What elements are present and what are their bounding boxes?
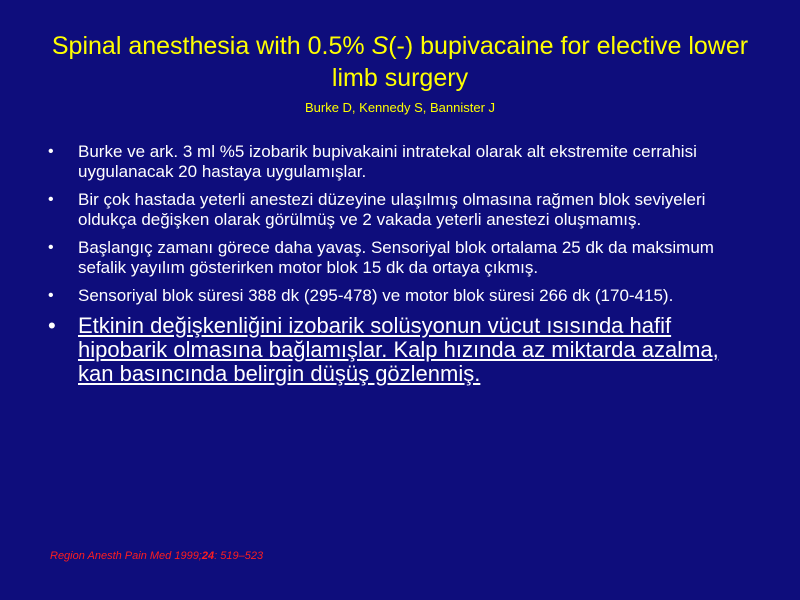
citation-journal: Region Anesth Pain Med 1999; — [50, 550, 202, 562]
title-text-part2: (-) bupivacaine for elective lower limb surgery — [331, 32, 749, 92]
bullet-dot-icon: • — [48, 287, 54, 304]
bullet-item-1 — [48, 142, 748, 182]
bullet-text-3: Başlangıç zamanı görece daha yavaş. Sensoriyal blok ortalama 25 dk da maksimum sefalik yayılım gösterirken motor blok 15 dk da ortaya çıkmış. — [78, 238, 714, 277]
bullet-item-2 — [48, 190, 748, 230]
slide-title — [40, 30, 760, 94]
title-italic-s: S — [371, 32, 389, 60]
bullet-item-5 — [48, 314, 748, 386]
bullet-text-5: Etkinin değişkenliğini izobarik solüsyonun vücut ısısında hafif hipobarik olmasına bağlamışlar. Kalp hızında az miktarda azalma, kan basıncında belirgin düşüş gözlenmiş. — [78, 313, 719, 386]
bullet-list — [48, 142, 748, 394]
bullet-dot-icon: • — [48, 143, 54, 160]
bullet-text-4: Sensoriyal blok süresi 388 dk (295-478) ve motor blok süresi 266 dk (170-415). — [78, 286, 674, 305]
bullet-dot-icon: • — [48, 313, 56, 338]
citation-volume: 24 — [201, 550, 215, 562]
title-text-part1: Spinal anesthesia with 0.5% — [51, 32, 372, 60]
bullet-dot-icon: • — [48, 191, 54, 208]
bullet-item-4 — [48, 286, 748, 306]
bullet-item-3 — [48, 238, 748, 278]
bullet-text-2: Bir çok hastada yeterli anestezi düzeyine ulaşılmış olmasına rağmen blok seviyeleri oldukça değişken olarak görülmüş ve 2 vakada yeterli anestezi oluşmamış. — [78, 190, 706, 229]
bullet-dot-icon: • — [48, 239, 54, 256]
authors-line: Burke D, Kennedy S, Bannister J — [304, 100, 496, 115]
bullet-text-1: Burke ve ark. 3 ml %5 izobarik bupivakaini intratekal olarak alt ekstremite cerrahisi uygulanacak 20 hastaya uygulamışlar. — [78, 142, 697, 181]
citation-footer — [50, 549, 263, 563]
citation-pages: : 519–523 — [214, 550, 264, 562]
